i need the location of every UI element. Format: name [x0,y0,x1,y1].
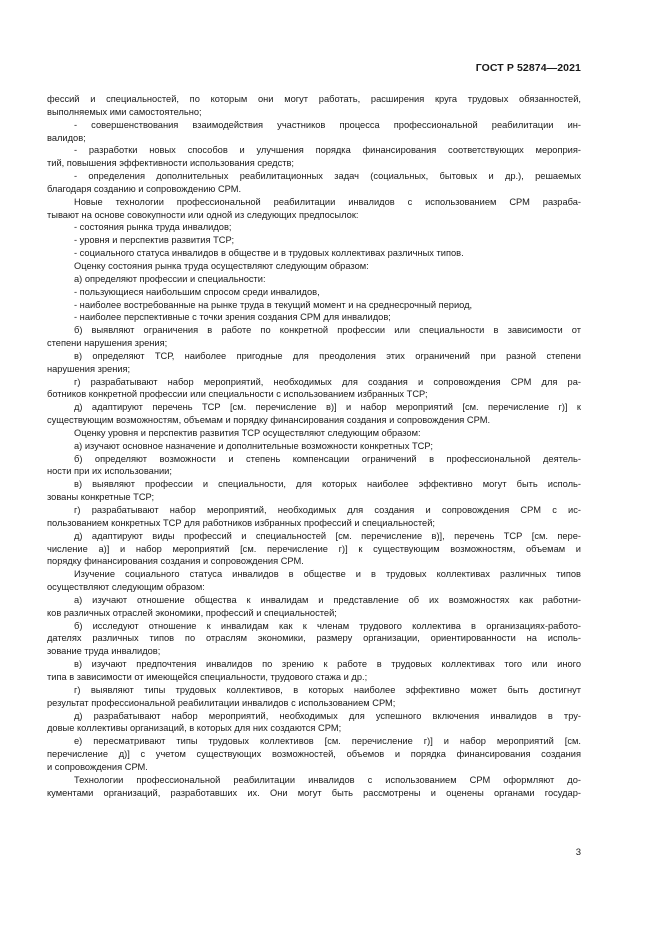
text-line: - пользующиеся наибольшим спросом среди инвалидов, [74,286,320,297]
text-line: - уровня и перспектив развития ТСР; [74,235,235,246]
text-line: выполняемых ими самостоятельно; [47,106,202,117]
text-line: - социального статуса инвалидов в обществе и в трудовых коллективах различных типов. [74,248,464,259]
page-number: 3 [575,847,581,858]
text-line: в) определяют ТСР, наиболее пригодные для преодоления этих ограничений при разной степени [74,350,581,361]
text-line: тий, повышения эффективности использования средств; [47,158,294,169]
standard-header: ГОСТ Р 52874—2021 [475,62,581,74]
text-line: степени нарушения зрения; [47,338,168,349]
text-line: и сопровождения СРМ. [47,761,148,772]
text-line: д) адаптируют перечень ТСР [см. перечисление в)] и набор мероприятий [см. перечисление г)] к [74,402,581,413]
text-line: а) изучают основное назначение и дополнительные возможности конкретных ТСР; [74,440,433,451]
text-line: Технологии профессиональной реабилитации инвалидов с использованием СРМ оформляют до- [74,774,581,785]
text-line: б) исследуют отношение к инвалидам как к членам трудового коллектива в организациях-работо- [74,620,581,631]
text-line: в) изучают предпочтения инвалидов по зрению к работе в трудовых коллективах того или иного [74,659,581,670]
text-line: г) выявляют типы трудовых коллективов, в которых наиболее эффективно может быть достигнут [74,684,581,695]
text-line: пользованием конкретных ТСР для работников избранных профессий и специальностей; [47,517,435,528]
text-line: дателях различных типов по отраслям экономики, размеру организации, ориентированности на исполь- [47,633,581,644]
text-line: а) изучают отношение общества к инвалидам и представление об их возможностях как работни- [74,594,581,605]
text-line: - состояния рынка труда инвалидов; [74,222,232,233]
text-line: перечисление д)] с учетом существующих возможностей, объемов и порядка финансирования создания [47,749,581,760]
text-line: довые коллективы организаций, в которых для них создаются СРМ; [47,723,342,734]
text-line: порядку финансирования создания и сопровождения СРМ. [47,556,304,567]
text-line: тывают на основе совокупности или одной из следующих предпосылок: [47,209,359,220]
text-line: результат профессиональной реабилитации инвалидов с использованием СРМ; [47,697,396,708]
text-line: - определения дополнительных реабилитационных задач (социальных, бытовых и др.), решаемых [74,171,581,182]
text-line: осуществляют следующим образом: [47,582,205,593]
text-line: валидов; [47,132,86,143]
text-line: Оценку уровня и перспектив развития ТСР осуществляют следующим образом: [74,427,421,438]
text-line: - наиболее перспективные с точки зрения создания СРМ для инвалидов; [74,312,391,323]
text-line: нарушения зрения; [47,363,131,374]
text-line: в) выявляют профессии и специальности, для которых наиболее эффективно могут быть исполь- [74,479,581,490]
text-line: - разработки новых способов и улучшения порядка финансирования соответствующих мероприя- [74,145,581,156]
text-line: зованы конкретные ТСР; [47,492,155,503]
text-line: Изучение социального статуса инвалидов в обществе и в трудовых коллективах различных типов [74,569,581,580]
text-line: Новые технологии профессиональной реабилитации инвалидов с использованием СРМ разраба- [74,196,581,207]
text-line: благодаря созданию и сопровождению СРМ. [47,183,242,194]
text-line: кументами организаций, разработавших их. Они могут быть рассмотрены и оценены органами государ- [47,787,581,798]
text-line: б) выявляют ограничения в работе по конкретной профессии или специальности в зависимости от [74,325,581,336]
text-line: ботников конкретной профессии или специальности с использованием избранных ТСР; [47,389,428,400]
text-line: а) определяют профессии и специальности: [74,273,266,284]
text-line: зование труда инвалидов; [47,646,161,657]
text-line: фессий и специальностей, по которым они могут работать, расширения круга трудовых обязанностей, [47,94,581,104]
text-line: типа в зависимости от имеющейся специальности, трудового стажа и др.; [47,671,368,682]
text-line: б) определяют возможности и степень компенсации ограничений в профессиональной деятель- [74,453,581,464]
text-line: существующим возможностям, объемам и порядку финансирования создания и сопровождения СРМ. [47,415,491,426]
text-line: ков различных отраслей экономики, профессий и специальностей; [47,607,337,618]
text-line: г) разрабатывают набор мероприятий, необходимых для создания и сопровождения СРМ с ис- [74,505,581,515]
text-line: е) пересматривают типы трудовых коллективов [см. перечисление г)] и набор мероприятий [см. [74,736,581,747]
text-line: Оценку состояния рынка труда осуществляют следующим образом: [74,260,369,271]
text-line: д) разрабатывают набор мероприятий, необходимых для успешного включения инвалидов в тру- [74,710,581,721]
body-text [47,93,581,799]
text-line: числение а)] и набор мероприятий [см. перечисление г)] к существующим возможностям, объемам и [47,543,581,554]
text-line: д) адаптируют виды профессий и специальностей [см. перечисление в)], перечень ТСР [см. пере- [74,530,581,541]
text-line: ности при их использовании; [47,466,172,477]
text-line: - совершенствования взаимодействия участников процесса профессиональной реабилитации ин- [74,119,581,130]
text-line: г) разрабатывают набор мероприятий, необходимых для создания и сопровождения СРМ для ра- [74,376,581,387]
text-line: - наиболее востребованные на рынке труда в текущий момент и на среднесрочный период, [74,299,473,310]
